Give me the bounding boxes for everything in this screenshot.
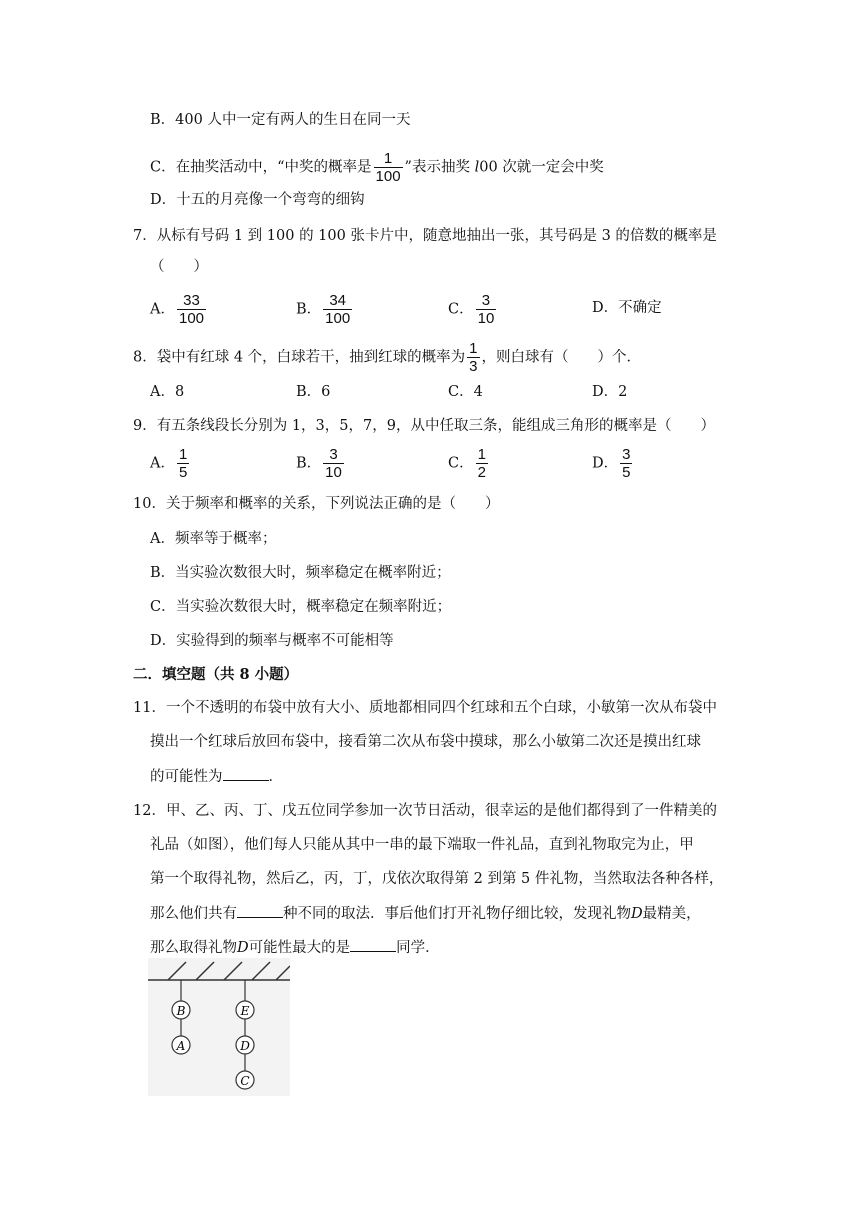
gift-label: A — [176, 1039, 186, 1053]
q8-option-d: D．2 — [592, 384, 628, 400]
fraction-denominator: 5 — [178, 464, 188, 481]
q6-option-c-suffix-a: ”表示抽奖 — [404, 159, 470, 176]
q6-option-c-italic-l: l — [474, 159, 480, 176]
q6-option-d: D．十五的月亮像一个弯弯的细钩 — [150, 192, 365, 208]
option-text: 不确定 — [618, 300, 662, 316]
fraction-denominator: 3 — [469, 358, 478, 375]
q12-line-5-prefix: 那么取得礼物 — [150, 940, 237, 956]
q10-option-b: B．当实验次数很大时，频率稳定在概率附近； — [150, 565, 451, 581]
fraction-denominator: 10 — [325, 464, 342, 481]
fraction-numerator: 1 — [469, 340, 478, 357]
option-label: D． — [592, 455, 619, 472]
variable-d: D — [237, 940, 249, 956]
q12-line-4-prefix: 那么他们共有 — [150, 906, 237, 922]
q7-option-b-fraction — [323, 292, 352, 327]
q8-option-b: B．6 — [296, 384, 331, 400]
hatch-mark — [224, 962, 242, 980]
option-label: C． — [448, 455, 474, 472]
q9-option-a-fraction — [177, 446, 189, 481]
q9-option-d — [592, 446, 634, 481]
gift-label: E — [240, 1004, 250, 1018]
fraction-numerator: 34 — [329, 292, 347, 309]
fraction-numerator: 33 — [183, 292, 200, 309]
answer-blank[interactable] — [223, 766, 269, 781]
q8-stem — [133, 340, 641, 375]
fraction-denominator: 10 — [477, 310, 495, 327]
hatch-mark — [196, 962, 214, 980]
q12-line-5-suffix: 同学． — [396, 940, 440, 956]
q7-option-c-fraction — [476, 292, 497, 327]
answer-blank[interactable] — [350, 937, 396, 952]
q6-option-b: B．400 人中一定有两人的生日在同一天 — [150, 112, 411, 128]
q12-line-4 — [150, 903, 701, 924]
q9-option-a — [150, 446, 191, 481]
q8-fraction — [467, 340, 479, 375]
q12-line-3: 第一个取得礼物，然后乙，丙，丁，戊依次取得第 2 到第 5 件礼物，当然取法各种各样， — [150, 871, 724, 887]
fraction-numerator: 3 — [329, 446, 338, 463]
q7-paren: （ ） — [150, 259, 208, 275]
fraction-numerator: 3 — [622, 446, 631, 463]
q10-option-d: D．实验得到的频率与概率不可能相等 — [150, 633, 394, 649]
hatch-mark — [276, 966, 290, 980]
q12-line-4-middle: 种不同的取法．事后他们打开礼物仔细比较，发现礼物 — [283, 906, 631, 922]
q9-option-b-fraction — [323, 446, 344, 481]
q11-line-3-prefix: 的可能性为 — [150, 769, 223, 785]
q7-stem: 7．从标有号码 1 到 100 的 100 张卡片中，随意地抽出一张，其号码是 3 的倍数的概率是 — [133, 228, 717, 244]
gift-strings-figure — [148, 958, 290, 1096]
q9-option-c-fraction — [476, 446, 488, 481]
q6-option-c-fraction — [374, 150, 403, 185]
fraction-denominator: 100 — [178, 310, 205, 327]
gift-label: B — [176, 1004, 186, 1018]
q9-option-b — [296, 446, 346, 481]
q7-option-d — [592, 298, 662, 318]
q12-line-5 — [150, 937, 440, 958]
q8-stem-suffix: ，则白球有（ ）个． — [481, 349, 642, 366]
fraction-numerator: 3 — [481, 292, 491, 309]
q8-option-a: A．8 — [150, 384, 185, 400]
option-label: A． — [150, 301, 175, 318]
hatch-mark — [252, 962, 270, 980]
hatch-mark — [168, 962, 186, 980]
option-label: D． — [592, 300, 619, 316]
option-label: A． — [150, 455, 175, 472]
q11-line-3-suffix: ． — [268, 769, 283, 785]
q12-line-5-middle: 可能性最大的是 — [248, 940, 351, 956]
q9-option-d-fraction — [620, 446, 632, 481]
gift-label: C — [240, 1074, 250, 1088]
answer-blank[interactable] — [237, 903, 283, 918]
q11-line-2: 摸出一个红球后放回布袋中，接看第二次从布袋中摸球，那么小敏第二次还是摸出红球 — [150, 734, 701, 750]
fraction-numerator: 1 — [178, 446, 188, 463]
q7-option-b — [296, 292, 354, 327]
fraction-denominator: 100 — [375, 168, 401, 185]
q10-option-a: A．频率等于概率； — [150, 531, 277, 547]
q6-option-c-prefix: C．在抽奖活动中，“中奖的概率是 — [150, 159, 372, 176]
option-label: B． — [296, 301, 322, 318]
q10-option-c: C．当实验次数很大时，概率稳定在频率附近； — [150, 599, 452, 615]
fraction-numerator: 1 — [477, 446, 486, 463]
q12-line-4-suffix: 最精美， — [642, 906, 701, 922]
q7-option-c — [448, 292, 498, 327]
q9-option-c — [448, 446, 490, 481]
fraction-denominator: 100 — [325, 310, 351, 327]
q11-line-1: 11．一个不透明的布袋中放有大小、质地都相同四个红球和五个白球，小敏第一次从布袋中 — [133, 700, 717, 716]
variable-d: D — [631, 906, 643, 922]
gift-strings-diagram — [148, 958, 290, 1096]
q6-option-c — [150, 150, 604, 185]
q12-line-2: 礼品（如图），他们每人只能从其中一串的最下端取一件礼品，直到礼物取完为止，甲 — [150, 837, 694, 853]
q8-stem-prefix: 8．袋中有红球 4 个，白球若干，抽到红球的概率为 — [133, 349, 466, 366]
option-label: C． — [448, 301, 474, 318]
q9-stem: 9．有五条线段长分别为 1，3，5，7，9，从中任取三条，能组成三角形的概率是（ ） — [133, 418, 715, 434]
q7-option-a — [150, 292, 208, 327]
fraction-denominator: 5 — [622, 464, 631, 481]
fraction-numerator: 1 — [383, 150, 393, 167]
q10-stem: 10．关于频率和概率的关系，下列说法正确的是（ ） — [133, 496, 500, 512]
q12-line-1: 12．甲、乙、丙、丁、戊五位同学参加一次节日活动，很幸运的是他们都得到了一件精美的 — [133, 803, 717, 819]
q7-option-a-fraction — [177, 292, 206, 327]
q11-line-3 — [150, 766, 283, 787]
q8-option-c: C．4 — [448, 384, 483, 400]
gift-label: D — [240, 1039, 250, 1053]
section-heading: 二．填空题（共 8 小题） — [133, 666, 299, 683]
option-label: B． — [296, 455, 322, 472]
q6-option-c-suffix-b: 00 次就一定会中奖 — [479, 159, 604, 176]
fraction-denominator: 2 — [477, 464, 486, 481]
